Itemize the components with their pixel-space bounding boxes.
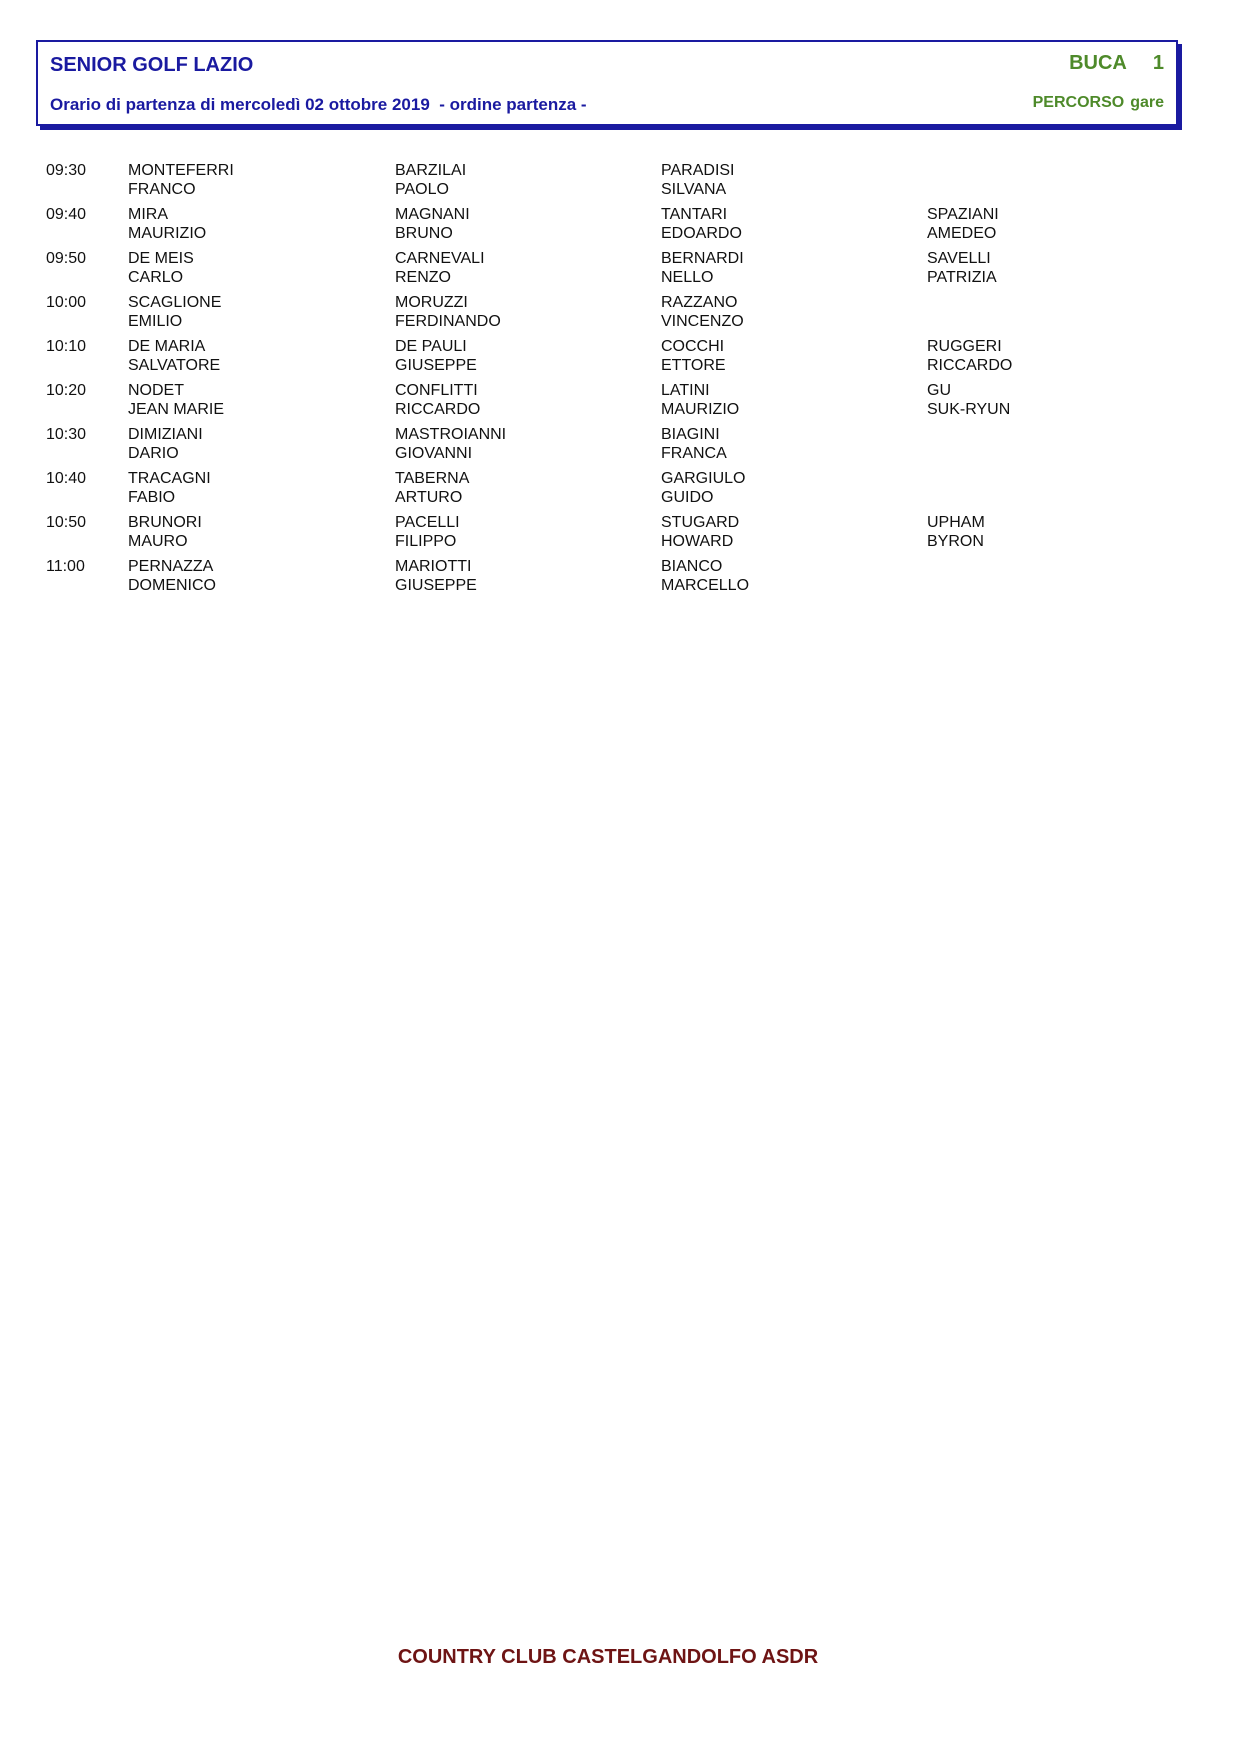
player-surname: SCAGLIONE <box>128 294 222 311</box>
player-firstname: NELLO <box>661 269 714 286</box>
player-firstname: AMEDEO <box>927 225 997 242</box>
player-surname: MONTEFERRI <box>128 162 234 179</box>
player-surname: PERNAZZA <box>128 558 214 575</box>
player-surname: TABERNA <box>395 470 470 487</box>
tee-time-row <box>46 337 1166 381</box>
player-firstname: SUK-RYUN <box>927 401 1011 418</box>
course-indicator <box>1033 94 1164 112</box>
player-surname: GARGIULO <box>661 470 746 487</box>
tee-time: 10:50 <box>46 514 87 531</box>
player-surname: LATINI <box>661 382 710 399</box>
player-surname: MIRA <box>128 206 168 223</box>
player-surname: DE MARIA <box>128 338 206 355</box>
player-firstname: MAURIZIO <box>661 401 740 418</box>
footer-club-name: COUNTRY CLUB CASTELGANDOLFO ASDR <box>397 1646 819 1668</box>
player <box>128 425 203 463</box>
player <box>128 249 194 287</box>
player <box>128 161 234 199</box>
tee-time-row <box>46 469 1166 513</box>
tee-time-row <box>46 205 1166 249</box>
player <box>128 513 202 551</box>
tee-time: 10:10 <box>46 338 87 355</box>
course-value: gare <box>1130 94 1164 111</box>
player-surname: CONFLITTI <box>395 382 478 399</box>
player <box>395 469 469 507</box>
player-surname: RAZZANO <box>661 294 738 311</box>
player <box>661 513 739 551</box>
tee-time-row <box>46 425 1166 469</box>
player-surname: STUGARD <box>661 514 740 531</box>
player-firstname: DARIO <box>128 445 179 462</box>
player <box>661 425 727 463</box>
player-firstname: GUIDO <box>661 489 714 506</box>
player-firstname: EDOARDO <box>661 225 742 242</box>
player <box>128 205 206 243</box>
tee-time-row <box>46 249 1166 293</box>
player-surname: BERNARDI <box>661 250 744 267</box>
tee-time: 11:00 <box>46 558 85 575</box>
tee-time-row <box>46 513 1166 557</box>
player <box>395 205 470 243</box>
player-firstname: SILVANA <box>661 181 727 198</box>
player <box>661 249 744 287</box>
header-box <box>36 40 1178 126</box>
player-surname: SPAZIANI <box>927 206 999 223</box>
player <box>128 381 224 419</box>
player <box>927 381 1010 419</box>
tee-time-row <box>46 381 1166 425</box>
player <box>395 381 480 419</box>
tee-time: 10:40 <box>46 470 87 487</box>
player-surname: BIANCO <box>661 558 723 575</box>
player-surname: RUGGERI <box>927 338 1002 355</box>
player-surname: MASTROIANNI <box>395 426 507 443</box>
player-firstname: GIOVANNI <box>395 445 473 462</box>
player-firstname: FABIO <box>128 489 176 506</box>
player <box>661 469 745 507</box>
player-firstname: GIUSEPPE <box>395 357 477 374</box>
player <box>395 513 460 551</box>
player-surname: PACELLI <box>395 514 460 531</box>
hole-indicator <box>1069 52 1164 75</box>
player-firstname: RICCARDO <box>395 401 481 418</box>
player-firstname: MAURO <box>128 533 188 550</box>
player-surname: PARADISI <box>661 162 735 179</box>
player-surname: TRACAGNI <box>128 470 211 487</box>
player-firstname: VINCENZO <box>661 313 744 330</box>
player-firstname: JEAN MARIE <box>128 401 225 418</box>
player-firstname: EMILIO <box>128 313 183 330</box>
tee-time: 09:50 <box>46 250 87 267</box>
tee-time: 10:20 <box>46 382 87 399</box>
player <box>927 249 997 287</box>
player-firstname: HOWARD <box>661 533 734 550</box>
player-surname: DE PAULI <box>395 338 467 355</box>
tee-time: 10:30 <box>46 426 87 443</box>
player-firstname: ETTORE <box>661 357 726 374</box>
player <box>927 337 1012 375</box>
player-surname: BRUNORI <box>128 514 202 531</box>
player-surname: CARNEVALI <box>395 250 485 267</box>
tee-time: 09:30 <box>46 162 87 179</box>
course-label: PERCORSO <box>1032 94 1125 111</box>
player-firstname: FRANCO <box>128 181 196 198</box>
player <box>661 205 742 243</box>
tee-time-row <box>46 161 1166 205</box>
player <box>395 293 501 331</box>
tee-times-list <box>46 161 1166 601</box>
tee-time: 09:40 <box>46 206 87 223</box>
player <box>661 337 726 375</box>
hole-label: BUCA <box>1069 52 1127 74</box>
player <box>128 293 221 331</box>
player <box>927 205 999 243</box>
player-surname: SAVELLI <box>927 250 991 267</box>
hole-number: 1 <box>1152 52 1164 74</box>
player <box>395 557 477 595</box>
player <box>927 513 985 551</box>
tee-time-row <box>46 557 1166 601</box>
player-firstname: BYRON <box>927 533 984 550</box>
player-surname: MARIOTTI <box>395 558 472 575</box>
player-surname: NODET <box>128 382 184 399</box>
player-surname: BIAGINI <box>661 426 720 443</box>
player-surname: DE MEIS <box>128 250 194 267</box>
player-surname: TANTARI <box>661 206 728 223</box>
player <box>661 161 735 199</box>
player-firstname: ARTURO <box>395 489 463 506</box>
player <box>395 425 506 463</box>
player-surname: UPHAM <box>927 514 985 531</box>
player-surname: MORUZZI <box>395 294 468 311</box>
player-firstname: PATRIZIA <box>927 269 997 286</box>
schedule-subtitle: Orario di partenza di mercoledì 02 ottobre 2019 - ordine partenza - <box>50 95 587 114</box>
player-firstname: RENZO <box>395 269 451 286</box>
player <box>395 337 477 375</box>
player-firstname: RICCARDO <box>927 357 1013 374</box>
player <box>128 557 216 595</box>
player-firstname: GIUSEPPE <box>395 577 477 594</box>
tee-time: 10:00 <box>46 294 87 311</box>
player <box>661 293 744 331</box>
player-surname: GU <box>927 382 951 399</box>
player-firstname: MARCELLO <box>661 577 750 594</box>
player-firstname: FERDINANDO <box>395 313 501 330</box>
player-firstname: SALVATORE <box>128 357 221 374</box>
player <box>395 161 466 199</box>
player <box>661 557 749 595</box>
player-firstname: FRANCA <box>661 445 727 462</box>
player-firstname: FILIPPO <box>395 533 457 550</box>
player <box>128 469 211 507</box>
player <box>395 249 485 287</box>
player <box>128 337 220 375</box>
player-firstname: BRUNO <box>395 225 453 242</box>
player <box>661 381 739 419</box>
player-surname: DIMIZIANI <box>128 426 203 443</box>
player-firstname: PAOLO <box>395 181 449 198</box>
player-surname: MAGNANI <box>395 206 470 223</box>
tee-time-row <box>46 293 1166 337</box>
player-surname: COCCHI <box>661 338 725 355</box>
player-firstname: DOMENICO <box>128 577 216 594</box>
player-firstname: MAURIZIO <box>128 225 207 242</box>
club-title: SENIOR GOLF LAZIO <box>50 54 254 76</box>
player-surname: BARZILAI <box>395 162 467 179</box>
player-firstname: CARLO <box>128 269 184 286</box>
